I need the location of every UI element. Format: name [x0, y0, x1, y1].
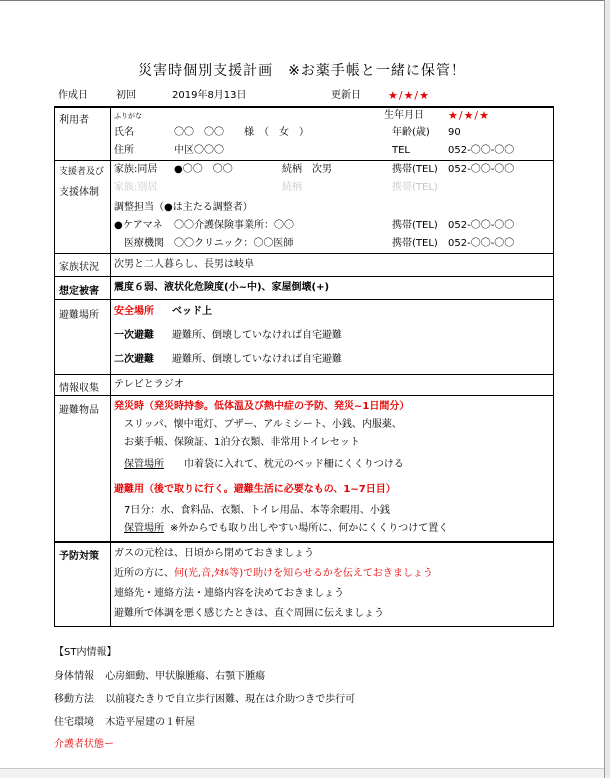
emergency-head: 発災時（発災時持参。低体温及び熱中症の予防、発災~1日間分）: [114, 401, 410, 412]
name-value: 〇〇 〇〇 様 （ 女 ）: [174, 127, 309, 138]
family2-type: 家族:別居: [114, 182, 158, 193]
storage-value: 巾着袋に入れて、枕元のベッド柵にくくりつける: [184, 459, 404, 470]
created-label: 作成日: [58, 90, 88, 101]
row-supplies: [55, 396, 554, 543]
prevention-line3: 連絡先・連絡方法・連絡内容を決めておきましょう: [114, 588, 344, 599]
family2-relation: 続柄: [282, 182, 302, 193]
supplies-label: 避難物品: [55, 396, 111, 543]
furigana-label: ふりがな: [114, 112, 142, 120]
medical-tel-label: 携帯(TEL): [392, 238, 438, 249]
medical-label: 医療機関: [124, 238, 164, 249]
storage2-value: ※外からでも取り出しやすい場所に、何かにくくりつけて置く: [170, 523, 449, 534]
address-value: 中区〇〇〇: [174, 145, 224, 156]
row-user: [55, 107, 554, 161]
family1-name: ●〇〇 〇〇: [174, 164, 233, 175]
prevention-label: 予防対策: [55, 542, 111, 627]
st-move-row: [54, 690, 355, 705]
later-line1: 7日分：水、食料品、衣類、トイレ用品、本等余暇用、小銭: [124, 505, 390, 516]
document-title: 災害時個別支援計画 ※お薬手帳と一緒に保管！: [138, 63, 466, 79]
tel-label: TEL: [392, 145, 410, 156]
st-body-label: 身体情報: [54, 671, 94, 682]
st-move-value: 以前寝たきりで自立歩行困難、現在は介助つきで歩行可: [105, 694, 356, 705]
st-move-label: 移動方法: [54, 694, 94, 705]
family1-relation: 続柄 次男: [282, 164, 332, 175]
family2-tel-label: 携帯(TEL): [392, 182, 438, 193]
birth-value: ★/★/★: [448, 109, 490, 122]
storage2-label: 保管場所: [124, 523, 164, 534]
first-evac-label: 一次避難: [114, 330, 154, 341]
vertical-scrollbar[interactable]: [604, 0, 610, 778]
age-label: 年齢(歳): [392, 127, 430, 138]
family-status-cell: [111, 254, 554, 277]
tel-value: 052-〇〇-〇〇: [448, 145, 515, 156]
user-label: 利用者: [55, 107, 111, 161]
st-care-level: 介護者状態ー: [54, 739, 114, 750]
caremanager-office: 〇〇介護保険事業所：〇〇: [174, 220, 294, 231]
later-head: 避難用（後で取りに行く。避難生活に必要なもの、1~7日目）: [114, 484, 396, 495]
row-support: [55, 161, 554, 254]
emergency-line2: お薬手帳、保険証、1泊分衣類、非常用トイレセット: [124, 437, 360, 448]
prevention-line2-a: 近所の方に、: [114, 568, 174, 579]
info-value: テレビとラジオ: [114, 379, 184, 390]
st-body-row: [54, 667, 265, 682]
info-cell: [111, 375, 554, 396]
support-plan-table: [54, 106, 554, 627]
name-label: 氏名: [114, 127, 134, 138]
medical-clinic: 〇〇クリニック：〇〇医師: [174, 238, 294, 249]
address-label: 住所: [114, 145, 134, 156]
coordinator-note: 調整担当（●は主たる調整者）: [114, 202, 253, 213]
evacuation-cell: [111, 300, 554, 375]
caremanager-tel-value: 052-〇〇-〇〇: [448, 220, 515, 231]
row-family-status: [55, 254, 554, 277]
user-cell: [111, 107, 554, 161]
row-prevention: [55, 542, 554, 627]
damage-cell: [111, 277, 554, 300]
family1-type: 家族:同居: [114, 164, 158, 175]
st-home-value: 木造平屋建の１軒屋: [105, 717, 196, 728]
status-bar: [0, 768, 604, 778]
safe-place-label: 安全場所: [114, 306, 154, 317]
support-label-line2: 支援体制: [59, 187, 99, 198]
medical-tel-value: 052-〇〇-〇〇: [448, 238, 515, 249]
row-damage: [55, 277, 554, 300]
damage-value: 震度６弱、液状化危険度(小~中)、家屋倒壊(+): [114, 282, 330, 293]
safe-place-value: ベッド上: [172, 306, 212, 317]
supplies-cell: [111, 396, 554, 543]
st-home-label: 住宅環境: [54, 717, 94, 728]
first-evac-value: 避難所、倒壊していなければ自宅避難: [172, 330, 342, 341]
caremanager-tel-label: 携帯(TEL): [392, 220, 438, 231]
second-evac-label: 二次避難: [114, 354, 154, 365]
prevention-line2-b: 何(光,音,ﾀｵﾙ等)で助けを知らせるかを伝えておきましょう: [174, 568, 433, 579]
family1-tel-value: 052-〇〇-〇〇: [448, 164, 515, 175]
st-body-value: 心房細動、甲状腺腫瘍、右顎下腫瘍: [105, 671, 266, 682]
family-status-label: 家族状況: [55, 254, 111, 277]
age-value: 90: [448, 127, 461, 138]
prevention-cell: [111, 542, 554, 627]
storage-label: 保管場所: [124, 459, 164, 470]
support-label: [55, 161, 111, 254]
info-label: 情報収集: [55, 375, 111, 396]
second-evac-value: 避難所、倒壊していなければ自宅避難: [172, 354, 342, 365]
prevention-line4: 避難所で体調を悪く感じたときは、直ぐ周囲に伝えましょう: [114, 608, 384, 619]
caremanager-label: ●ケアマネ: [114, 220, 163, 231]
window-top-border: [0, 0, 610, 8]
family-status-value: 次男と二人暮らし、長男は岐阜: [114, 259, 254, 270]
damage-label: 想定被害: [55, 277, 111, 300]
birth-label: 生年月日: [384, 110, 424, 121]
st-heading: 【ST内情報】: [54, 647, 117, 658]
updated-value: ★/★/★: [388, 89, 430, 102]
row-info: [55, 375, 554, 396]
evacuation-label: 避難場所: [55, 300, 111, 375]
updated-label: 更新日: [331, 90, 361, 101]
support-cell: [111, 161, 554, 254]
created-type: 初回: [116, 90, 136, 101]
support-label-line1: 支援者及び: [59, 167, 105, 177]
st-home-row: [54, 713, 195, 728]
emergency-line1: スリッパ、懐中電灯、ブザー、アルミシート、小銭、内服薬、: [124, 419, 402, 430]
family1-tel-label: 携帯(TEL): [392, 164, 438, 175]
row-evacuation: [55, 300, 554, 375]
created-date: 2019年8月13日: [172, 90, 247, 101]
prevention-line1: ガスの元栓は、日頃から閉めておきましょう: [114, 548, 314, 559]
